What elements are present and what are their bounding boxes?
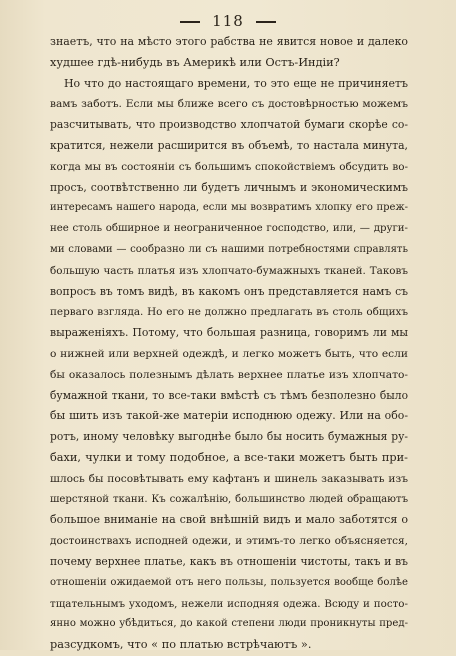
text-line: большую часть платья изъ хлопчато-бумажныхъ тканей. Таковъ [50,264,408,277]
text-line: когда мы въ состояніи съ большимъ спокойствіемъ обсудить во- [50,160,408,173]
text-line: ми словами — сообразно ли съ нашими потребностями справлять [50,243,408,255]
text-line: кратится, нежели расширится въ объемѣ, то настала минута, [50,138,408,152]
text-line: интересамъ нашего народа, если мы возвратимъ хлопку его преж- [50,202,408,214]
text-line: ротъ, иному человѣку выгоднѣе было бы носить бумажныя ру- [50,430,408,444]
text-line: бумажной ткани, то все-таки вмѣстѣ съ тѣмъ безполезно было [50,388,408,402]
text-line: перваго взгляда. Но его не должно предлагать въ столь общихъ [50,306,408,319]
header-dash-left [180,21,200,23]
text-line: бы шить изъ такой-же матеріи исподнюю одежу. Или на обо- [50,409,408,423]
text-line: знаетъ, что на мѣсто этого рабства не явится новое и далеко [50,35,408,48]
text-line: бахи, чулки и тому подобное, а все-таки можетъ быть при- [50,450,408,464]
text-line: достоинствахъ исподней одежи, и этимъ-то легко объясняется, [50,535,408,548]
page-number: 118 [212,12,244,30]
text-line: вопросъ въ томъ видѣ, въ какомъ онъ представляется намъ съ [50,284,408,298]
text-line: шлось бы посовѣтывать ему кафтанъ и шинель заказывать изъ [50,471,408,485]
text-line: вамъ заботъ. Если мы ближе всего съ достовѣрностью можемъ [50,98,408,111]
text-line: тщательнымъ уходомъ, нежели исподняя одежа. Всюду и посто- [50,597,408,610]
text-line: янно можно убѣдиться, до какой степени люди проникнуты пред- [50,618,408,630]
text-line: просъ, соотвѣтственно ли будетъ личнымъ и экономическимъ [50,180,408,194]
text-line: шерстяной ткани. Къ сожалѣнію, большинство людей обращаютъ [50,493,408,505]
header-dash-right [256,21,276,23]
text-line: Но что до настоящаго времени, то это еще не причиняетъ [64,76,408,90]
text-line: бы оказалось полезнымъ дѣлать верхнее платье изъ хлопчато- [50,367,408,381]
text-line: разсудкомъ, что « по платью встрѣчаютъ ». [50,638,312,652]
text-line: о нижней или верхней одеждѣ, и легко можетъ быть, что если [50,346,408,360]
text-line: нее столь обширное и неограниченное господство, или, — други- [50,223,408,235]
text-line: большое вниманіе на свой внѣшній видъ и мало заботятся о [50,513,408,527]
page-header [0,12,456,30]
text-line: отношеніи ожидаемой отъ него пользы, пользуется вообще болѣе [50,576,408,588]
text-line: худшее гдѣ-нибудь въ Америкѣ или Остъ-Индіи? [50,55,340,69]
body-text [50,32,408,656]
text-line: выраженіяхъ. Потому, что большая разница, говоримъ ли мы [50,326,408,340]
text-line: почему верхнее платье, какъ въ отношеніи чистоты, такъ и въ [50,554,408,568]
text-line: разсчитывать, что производство хлопчатой бумаги скорѣе со- [50,118,408,132]
